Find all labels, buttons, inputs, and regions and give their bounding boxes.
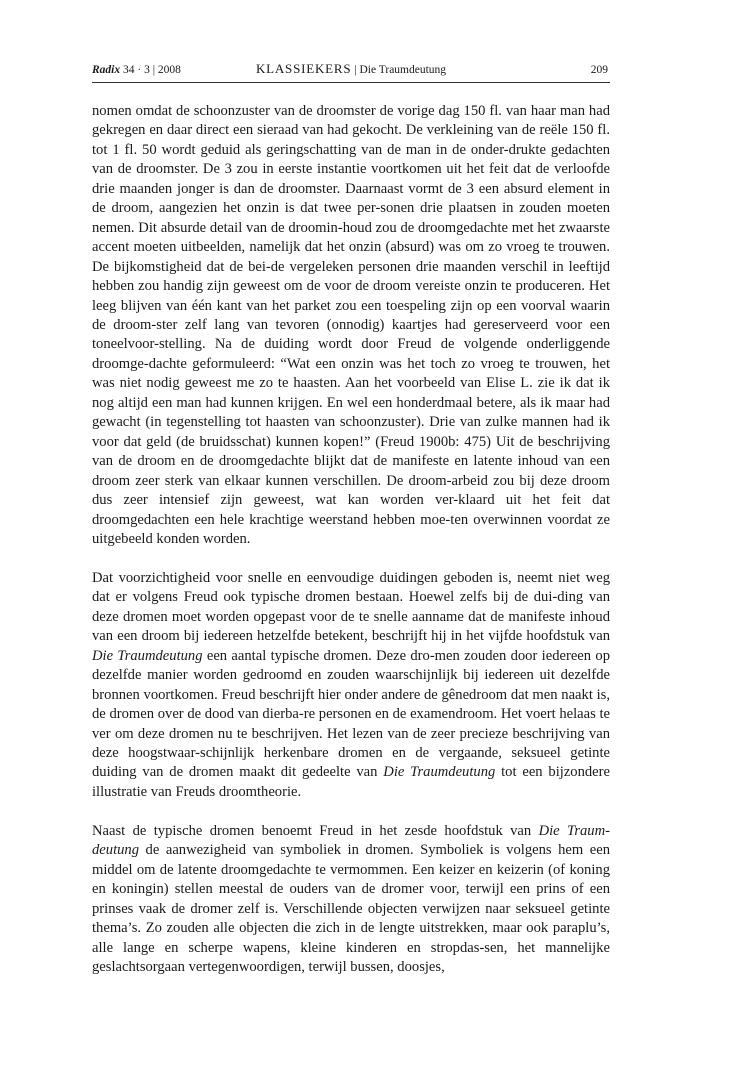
paragraph-text: Naast de typische dromen benoemt Freud in het zesde hoofdstuk van (92, 822, 539, 839)
header-divider: | (354, 64, 357, 76)
paragraph-3 (92, 822, 610, 978)
article-body (92, 102, 610, 997)
paragraph-text: een aantal typische dromen. Deze dro-men zouden door iedereen op dezelfde manier worden gedroomd en zouden waarschijnlijk bij iedereen uit dezelfde bronnen voortkomen. Freud beschrijft hier onder andere de gênedroom dat men naakt is, de dromen over de dood van dierba-re personen en de examendroom. Het voert helaas te ver om deze dromen nu te beschrijven. Het lezen van de zeer precieze beschrijving van deze hoogstwaar-schijnlijk herkenbare dromen en de vergaande, seksueel getinte duiding van de dromen maakt dit gedeelte van (92, 647, 610, 781)
journal-name: Radix (92, 64, 121, 76)
paragraph-2 (92, 569, 610, 802)
section-title: KLASSIEKERS (255, 61, 352, 76)
paragraph-text: nomen omdat de schoonzuster van de droomster de vorige dag 150 fl. van haar man had gekregen en daar direct een sieraad van had gekocht. De verkleining van de reële 150 fl. tot 1 fl. 50 wordt geduid als geringschatting van de man in de onder-drukte gedachten van de droomster. De 3 zou in eerste instantie voortkomen uit het feit dat de verloofde drie maanden jonger is dan de droomster. Daarnaast vormt de 3 een absurd element in de droom, aangezien het onzin is dat twee per-sonen drie plaatsen in zouden moeten nemen. Dit absurde detail van de droomin-houd zou de droomgedachte met het zwaarste accent moeten uitbeelden, namelijk dat het onzin (absurd) was om zo vroeg te trouwen. De bijkomstigheid dat de bei-de vergeleken personen drie maanden verschil in leeftijd hebben zou handig zijn geweest om de voor de droom vereiste onzin te produceren. Het leeg blijven van één kant van het parket zou een toespeling zijn op een voorval waarin de droom-ster zelf lang van tevoren (onnodig) kaartjes had gereserveerd voor een toneelvoor-stelling. Na de duiding wordt door Freud de volgende onderliggende droomge-dachte geformuleerd: “Wat een onzin was het toch zo vroeg te trouwen, het was niet nodig geweest me zo te haasten. Aan het voorbeeld van Elise L. zie ik dat ik nog altijd een man had kunnen krijgen. En wel een honderdmaal betere, als ik maar had gewacht (in tegenstelling tot haasten van schoonzuster). Drie van zulke mannen had ik voor dat geld (de bruidsschat) kunnen kopen!” (Freud 1900b: 475) Uit de beschrijving van de droom en de droomgedachte blijkt dat de manifeste en latente inhoud van een droom zeer sterk van elkaar kunnen verschillen. De droom-arbeid zou bij deze droom dus zeer intensief zijn geweest, wat kan worden ver-klaard uit het feit dat droomgedachten een hele krachtige weerstand hebben moe-ten overwinnen voordat ze uitgebeeld konden worden. (92, 103, 610, 547)
book-title: Die Traumdeutung (383, 764, 496, 781)
paragraph-1 (92, 102, 610, 549)
running-header (92, 62, 610, 83)
section-heading (92, 61, 610, 78)
article-subtitle: Die Traumdeutung (359, 64, 447, 76)
page-number: 209 (590, 64, 608, 76)
paragraph-text: Dat voorzichtigheid voor snelle en eenvoudige duidingen geboden is, neemt niet weg dat er volgens Freud ook typische dromen bestaan. Hoewel zelfs bij de dui-ding van deze dromen moet worden opgepast voor de te snelle aanname dat de manifeste inhoud van een droom bij iedereen hetzelfde betekent, beschrijft hij in het vijfde hoofdstuk van (92, 569, 610, 645)
paragraph-text: de aanwezigheid van symboliek in dromen. Symboliek is volgens hem een middel om de latente droomgedachte te vermommen. Een keizer en keizerin (of koning en koningin) stellen meestal de ouders van de dromer voor, terwijl een prins of een prinses vaak de dromer zelf is. Verschillende objecten verwijzen naar seksueel getinte thema’s. Zo zouden alle objecten die zich in de lengte uitstrekken, maar ook paraplu’s, alle lange en scherpe wapens, kleine kinderen en stropdas-sen, het mannelijke geslachtsorgaan vertegenwoordigen, terwijl bussen, doosjes, (92, 842, 610, 976)
book-title: Die Traumdeutung (92, 647, 203, 664)
book-title: Die Traum-deutung (92, 822, 610, 859)
volume-issue-year: 34 · 3 | 2008 (123, 64, 181, 76)
paragraph-text: tot een bijzondere illustratie van Freuds droomtheorie. (92, 764, 610, 800)
